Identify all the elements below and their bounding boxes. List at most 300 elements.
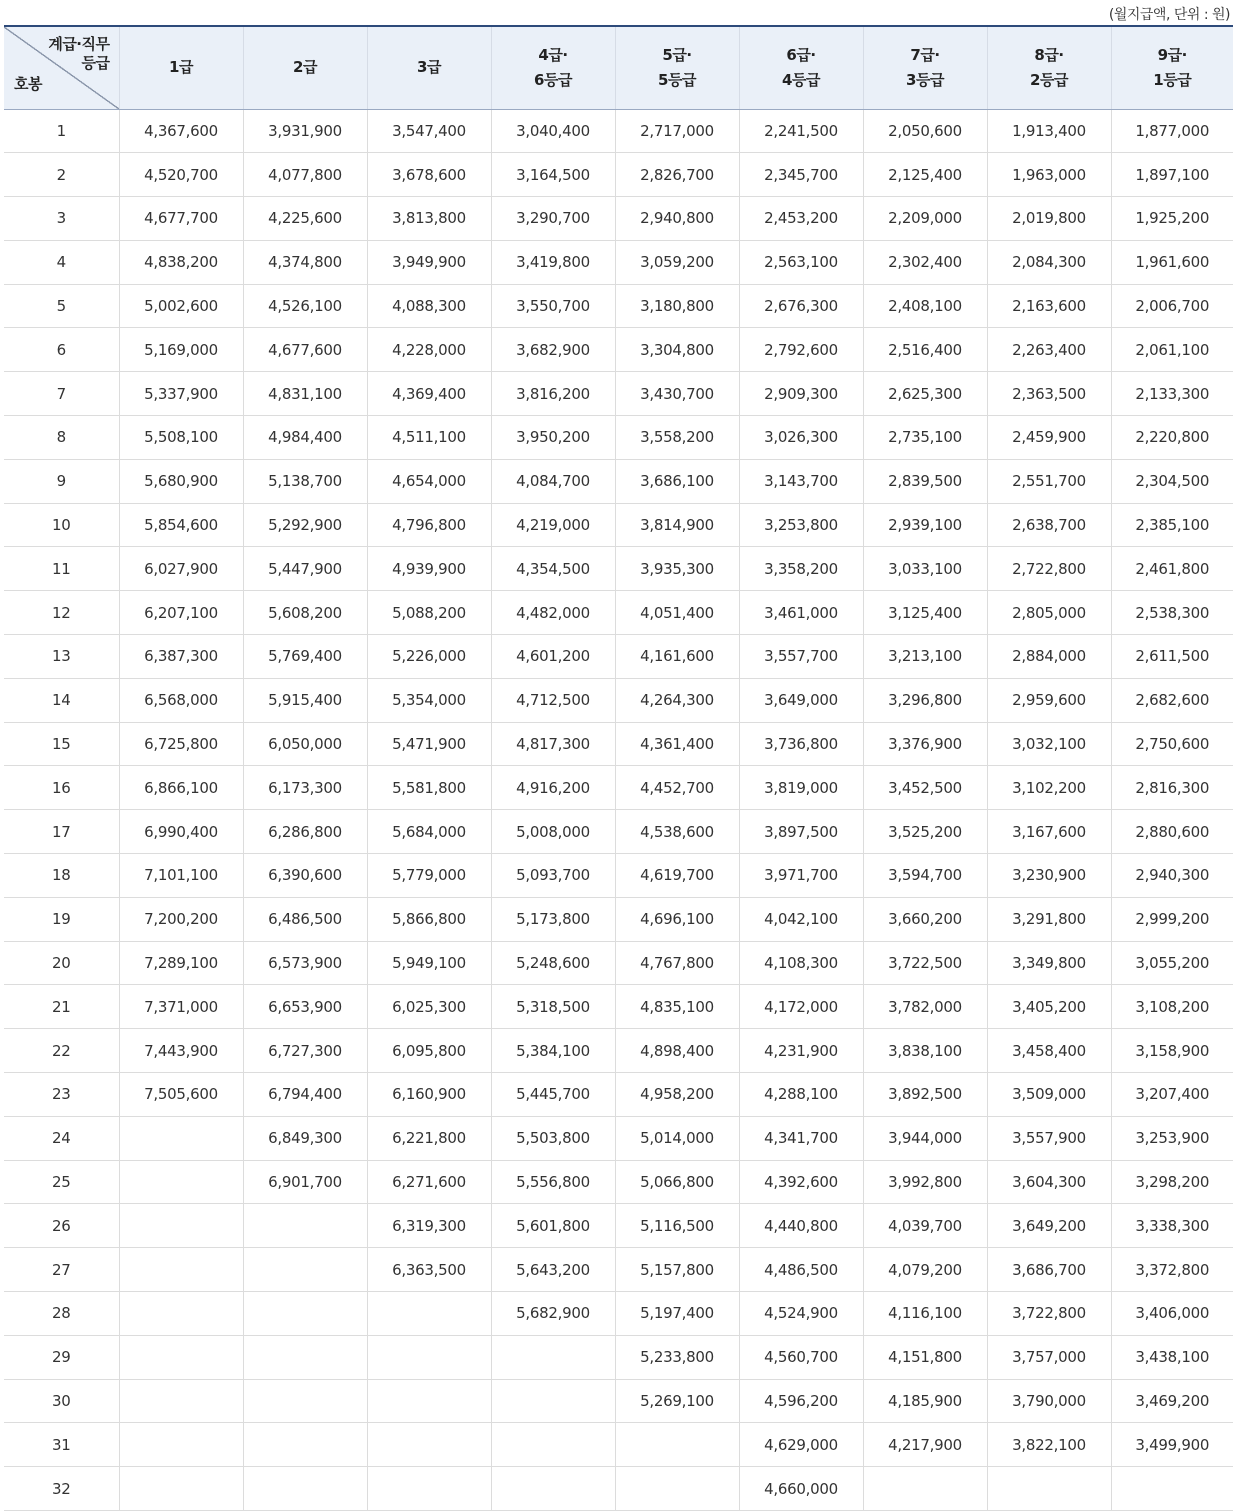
salary-cell: 5,337,900	[119, 372, 243, 416]
table-row	[4, 503, 1233, 547]
salary-cell: 2,805,000	[987, 591, 1111, 635]
salary-cell: 3,682,900	[491, 328, 615, 372]
salary-cell	[119, 1248, 243, 1292]
salary-cell: 3,499,900	[1111, 1423, 1233, 1467]
grade-header-label: 9급·	[1157, 45, 1187, 64]
salary-cell: 4,185,900	[863, 1379, 987, 1423]
salary-cell: 7,371,000	[119, 985, 243, 1029]
salary-cell: 6,725,800	[119, 722, 243, 766]
salary-cell: 4,288,100	[739, 1073, 863, 1117]
table-row	[4, 284, 1233, 328]
step-cell: 1	[4, 109, 119, 153]
salary-cell: 2,959,600	[987, 678, 1111, 722]
salary-cell: 3,405,200	[987, 985, 1111, 1029]
salary-cell: 3,813,800	[367, 197, 491, 241]
salary-cell: 2,611,500	[1111, 635, 1233, 679]
salary-cell: 3,950,200	[491, 416, 615, 460]
salary-cell: 6,160,900	[367, 1073, 491, 1117]
salary-cell: 6,727,300	[243, 1029, 367, 1073]
salary-cell: 4,172,000	[739, 985, 863, 1029]
salary-cell: 3,430,700	[615, 372, 739, 416]
table-row	[4, 416, 1233, 460]
salary-cell: 2,461,800	[1111, 547, 1233, 591]
salary-cell: 3,931,900	[243, 109, 367, 153]
salary-cell: 4,264,300	[615, 678, 739, 722]
salary-cell	[243, 1467, 367, 1511]
table-row	[4, 372, 1233, 416]
step-cell: 13	[4, 635, 119, 679]
grade-axis-label-line-1: 계급·직무	[48, 35, 110, 53]
salary-cell: 3,782,000	[863, 985, 987, 1029]
salary-cell: 2,304,500	[1111, 459, 1233, 503]
salary-cell	[119, 1204, 243, 1248]
salary-cell: 3,338,300	[1111, 1204, 1233, 1248]
salary-cell: 3,376,900	[863, 722, 987, 766]
salary-cell: 3,125,400	[863, 591, 987, 635]
grade-header-label: 6급·	[786, 45, 816, 64]
salary-cell: 4,916,200	[491, 766, 615, 810]
salary-cell: 3,838,100	[863, 1029, 987, 1073]
salary-cell: 4,051,400	[615, 591, 739, 635]
grade-header-label: 2등급	[1030, 70, 1068, 89]
table-row	[4, 328, 1233, 372]
salary-cell: 4,231,900	[739, 1029, 863, 1073]
salary-cell: 2,084,300	[987, 240, 1111, 284]
salary-cell: 3,819,000	[739, 766, 863, 810]
salary-cell: 3,822,100	[987, 1423, 1111, 1467]
salary-cell: 2,516,400	[863, 328, 987, 372]
table-row	[4, 897, 1233, 941]
salary-cell: 4,217,900	[863, 1423, 987, 1467]
table-row	[4, 1379, 1233, 1423]
salary-cell: 4,767,800	[615, 941, 739, 985]
salary-cell: 4,486,500	[739, 1248, 863, 1292]
salary-cell: 3,935,300	[615, 547, 739, 591]
salary-cell: 6,207,100	[119, 591, 243, 635]
step-cell: 16	[4, 766, 119, 810]
salary-cell: 4,596,200	[739, 1379, 863, 1423]
salary-cell	[615, 1467, 739, 1511]
salary-cell: 7,101,100	[119, 854, 243, 898]
salary-cell: 5,354,000	[367, 678, 491, 722]
salary-cell: 5,384,100	[491, 1029, 615, 1073]
salary-cell: 2,006,700	[1111, 284, 1233, 328]
salary-cell: 5,269,100	[615, 1379, 739, 1423]
salary-cell: 2,792,600	[739, 328, 863, 372]
salary-cell: 4,367,600	[119, 109, 243, 153]
salary-cell: 3,525,200	[863, 810, 987, 854]
salary-cell: 7,200,200	[119, 897, 243, 941]
salary-cell: 3,892,500	[863, 1073, 987, 1117]
table-row	[4, 722, 1233, 766]
table-row	[4, 810, 1233, 854]
salary-cell: 5,854,600	[119, 503, 243, 547]
salary-cell: 4,958,200	[615, 1073, 739, 1117]
salary-cell: 3,949,900	[367, 240, 491, 284]
salary-cell: 2,050,600	[863, 109, 987, 153]
salary-cell: 3,040,400	[491, 109, 615, 153]
salary-cell: 6,363,500	[367, 1248, 491, 1292]
salary-cell: 5,508,100	[119, 416, 243, 460]
salary-cell: 4,712,500	[491, 678, 615, 722]
salary-cell: 5,169,000	[119, 328, 243, 372]
salary-cell: 3,660,200	[863, 897, 987, 941]
salary-cell: 3,686,700	[987, 1248, 1111, 1292]
salary-cell: 2,538,300	[1111, 591, 1233, 635]
salary-cell	[491, 1379, 615, 1423]
salary-cell: 2,880,600	[1111, 810, 1233, 854]
salary-cell: 2,263,400	[987, 328, 1111, 372]
salary-cell: 3,158,900	[1111, 1029, 1233, 1073]
salary-cell	[987, 1467, 1111, 1511]
salary-table	[4, 25, 1233, 1511]
salary-cell: 3,814,900	[615, 503, 739, 547]
table-row	[4, 459, 1233, 503]
salary-cell: 5,949,100	[367, 941, 491, 985]
table-row	[4, 591, 1233, 635]
salary-cell: 4,939,900	[367, 547, 491, 591]
table-row	[4, 1160, 1233, 1204]
salary-cell: 2,408,100	[863, 284, 987, 328]
salary-cell: 2,363,500	[987, 372, 1111, 416]
salary-cell: 4,984,400	[243, 416, 367, 460]
salary-cell: 5,866,800	[367, 897, 491, 941]
salary-cell: 5,226,000	[367, 635, 491, 679]
salary-cell: 4,831,100	[243, 372, 367, 416]
grade-header-label: 5급·	[662, 45, 692, 64]
salary-cell: 4,354,500	[491, 547, 615, 591]
salary-cell: 4,660,000	[739, 1467, 863, 1511]
salary-cell: 3,469,200	[1111, 1379, 1233, 1423]
salary-cell: 3,816,200	[491, 372, 615, 416]
salary-cell: 4,079,200	[863, 1248, 987, 1292]
salary-cell: 4,654,000	[367, 459, 491, 503]
salary-cell: 4,511,100	[367, 416, 491, 460]
salary-cell: 2,385,100	[1111, 503, 1233, 547]
step-cell: 5	[4, 284, 119, 328]
salary-cell	[615, 1423, 739, 1467]
salary-cell	[119, 1379, 243, 1423]
table-row	[4, 1116, 1233, 1160]
salary-cell: 3,304,800	[615, 328, 739, 372]
table-row	[4, 766, 1233, 810]
salary-cell: 4,225,600	[243, 197, 367, 241]
salary-cell	[863, 1467, 987, 1511]
table-row	[4, 1073, 1233, 1117]
salary-cell: 5,503,800	[491, 1116, 615, 1160]
salary-cell	[119, 1423, 243, 1467]
salary-cell: 3,372,800	[1111, 1248, 1233, 1292]
salary-cell: 6,849,300	[243, 1116, 367, 1160]
salary-cell: 2,722,800	[987, 547, 1111, 591]
salary-cell: 3,649,200	[987, 1204, 1111, 1248]
salary-cell: 2,816,300	[1111, 766, 1233, 810]
salary-cell	[367, 1423, 491, 1467]
salary-cell: 6,221,800	[367, 1116, 491, 1160]
header-row	[4, 26, 1233, 109]
salary-cell: 4,341,700	[739, 1116, 863, 1160]
salary-cell: 4,898,400	[615, 1029, 739, 1073]
salary-cell: 4,219,000	[491, 503, 615, 547]
step-cell: 20	[4, 941, 119, 985]
salary-cell: 4,524,900	[739, 1292, 863, 1336]
salary-cell: 3,594,700	[863, 854, 987, 898]
salary-cell: 3,722,500	[863, 941, 987, 985]
table-row	[4, 678, 1233, 722]
salary-cell: 5,556,800	[491, 1160, 615, 1204]
grade-axis-label-line-2: 등급	[81, 54, 110, 72]
salary-cell: 5,682,900	[491, 1292, 615, 1336]
salary-cell: 4,619,700	[615, 854, 739, 898]
salary-cell: 3,108,200	[1111, 985, 1233, 1029]
step-cell: 32	[4, 1467, 119, 1511]
salary-cell: 3,253,800	[739, 503, 863, 547]
salary-cell	[243, 1204, 367, 1248]
table-row	[4, 1029, 1233, 1073]
table-row	[4, 197, 1233, 241]
salary-cell: 3,230,900	[987, 854, 1111, 898]
step-cell: 3	[4, 197, 119, 241]
salary-cell: 7,289,100	[119, 941, 243, 985]
salary-cell: 3,557,900	[987, 1116, 1111, 1160]
salary-cell: 2,884,000	[987, 635, 1111, 679]
salary-cell: 3,253,900	[1111, 1116, 1233, 1160]
step-cell: 26	[4, 1204, 119, 1248]
salary-cell: 4,526,100	[243, 284, 367, 328]
table-row	[4, 1423, 1233, 1467]
salary-cell: 3,678,600	[367, 153, 491, 197]
table-row	[4, 1248, 1233, 1292]
salary-cell: 4,838,200	[119, 240, 243, 284]
step-cell: 2	[4, 153, 119, 197]
grade-header-4	[491, 26, 615, 109]
salary-cell: 5,608,200	[243, 591, 367, 635]
table-body	[4, 109, 1233, 1511]
salary-cell: 5,779,000	[367, 854, 491, 898]
salary-cell: 2,939,100	[863, 503, 987, 547]
salary-cell	[119, 1116, 243, 1160]
salary-cell: 6,025,300	[367, 985, 491, 1029]
salary-cell: 5,093,700	[491, 854, 615, 898]
salary-cell: 3,167,600	[987, 810, 1111, 854]
unit-note: (월지급액, 단위 : 원)	[1108, 7, 1230, 23]
salary-cell: 3,102,200	[987, 766, 1111, 810]
grade-header-label: 4급·	[538, 45, 568, 64]
salary-cell: 2,459,900	[987, 416, 1111, 460]
salary-cell: 6,095,800	[367, 1029, 491, 1073]
salary-cell: 5,197,400	[615, 1292, 739, 1336]
salary-cell	[243, 1292, 367, 1336]
salary-cell: 6,486,500	[243, 897, 367, 941]
salary-cell: 6,866,100	[119, 766, 243, 810]
salary-cell: 4,696,100	[615, 897, 739, 941]
step-cell: 24	[4, 1116, 119, 1160]
salary-cell: 2,209,000	[863, 197, 987, 241]
grade-header-label: 3급	[417, 58, 441, 77]
grade-header-label: 6등급	[534, 70, 572, 89]
salary-cell	[119, 1292, 243, 1336]
salary-cell: 4,084,700	[491, 459, 615, 503]
table-row	[4, 1292, 1233, 1336]
salary-cell: 5,248,600	[491, 941, 615, 985]
salary-cell: 1,897,100	[1111, 153, 1233, 197]
salary-cell	[243, 1423, 367, 1467]
table-row	[4, 1335, 1233, 1379]
salary-cell: 6,568,000	[119, 678, 243, 722]
salary-cell: 5,643,200	[491, 1248, 615, 1292]
table-row	[4, 153, 1233, 197]
step-cell: 10	[4, 503, 119, 547]
salary-cell: 1,961,600	[1111, 240, 1233, 284]
salary-cell: 1,877,000	[1111, 109, 1233, 153]
table-row	[4, 854, 1233, 898]
salary-cell: 2,717,000	[615, 109, 739, 153]
salary-cell: 7,443,900	[119, 1029, 243, 1073]
step-cell: 15	[4, 722, 119, 766]
step-cell: 31	[4, 1423, 119, 1467]
grade-header-1	[119, 26, 243, 109]
step-cell: 27	[4, 1248, 119, 1292]
salary-cell: 2,676,300	[739, 284, 863, 328]
salary-cell: 6,387,300	[119, 635, 243, 679]
salary-cell: 4,452,700	[615, 766, 739, 810]
salary-cell: 3,649,000	[739, 678, 863, 722]
grade-header-8	[987, 26, 1111, 109]
salary-cell	[1111, 1467, 1233, 1511]
table-row	[4, 941, 1233, 985]
salary-cell	[367, 1379, 491, 1423]
salary-cell: 3,458,400	[987, 1029, 1111, 1073]
salary-cell: 6,390,600	[243, 854, 367, 898]
salary-cell: 4,151,800	[863, 1335, 987, 1379]
salary-cell: 2,302,400	[863, 240, 987, 284]
salary-cell: 4,088,300	[367, 284, 491, 328]
salary-cell	[119, 1160, 243, 1204]
salary-cell: 5,581,800	[367, 766, 491, 810]
salary-cell: 1,913,400	[987, 109, 1111, 153]
salary-cell	[243, 1379, 367, 1423]
salary-cell: 7,505,600	[119, 1073, 243, 1117]
salary-cell: 4,077,800	[243, 153, 367, 197]
salary-cell: 3,971,700	[739, 854, 863, 898]
salary-cell	[243, 1335, 367, 1379]
table-header	[4, 26, 1233, 109]
grade-header-label: 5등급	[658, 70, 696, 89]
grade-header-2	[243, 26, 367, 109]
salary-cell: 5,066,800	[615, 1160, 739, 1204]
salary-cell: 2,345,700	[739, 153, 863, 197]
salary-cell: 3,604,300	[987, 1160, 1111, 1204]
salary-cell: 5,173,800	[491, 897, 615, 941]
salary-cell	[491, 1423, 615, 1467]
salary-cell: 3,358,200	[739, 547, 863, 591]
salary-cell: 2,625,300	[863, 372, 987, 416]
step-cell: 18	[4, 854, 119, 898]
salary-cell: 2,909,300	[739, 372, 863, 416]
salary-cell: 3,558,200	[615, 416, 739, 460]
grade-header-6	[739, 26, 863, 109]
salary-cell: 5,088,200	[367, 591, 491, 635]
salary-cell: 6,319,300	[367, 1204, 491, 1248]
salary-cell: 5,915,400	[243, 678, 367, 722]
salary-cell: 5,601,800	[491, 1204, 615, 1248]
salary-cell: 6,271,600	[367, 1160, 491, 1204]
salary-cell: 2,999,200	[1111, 897, 1233, 941]
salary-cell: 5,684,000	[367, 810, 491, 854]
table-row	[4, 985, 1233, 1029]
salary-cell: 2,563,100	[739, 240, 863, 284]
salary-cell: 4,677,700	[119, 197, 243, 241]
salary-cell: 6,027,900	[119, 547, 243, 591]
salary-cell: 4,796,800	[367, 503, 491, 547]
salary-cell: 3,944,000	[863, 1116, 987, 1160]
salary-cell: 4,629,000	[739, 1423, 863, 1467]
salary-cell: 3,790,000	[987, 1379, 1111, 1423]
salary-cell: 3,180,800	[615, 284, 739, 328]
salary-cell: 2,453,200	[739, 197, 863, 241]
step-cell: 22	[4, 1029, 119, 1073]
salary-cell: 5,233,800	[615, 1335, 739, 1379]
salary-cell: 5,014,000	[615, 1116, 739, 1160]
salary-cell: 2,940,300	[1111, 854, 1233, 898]
grade-header-5	[615, 26, 739, 109]
salary-cell	[119, 1335, 243, 1379]
salary-cell	[491, 1335, 615, 1379]
step-cell: 28	[4, 1292, 119, 1336]
salary-cell: 3,406,000	[1111, 1292, 1233, 1336]
salary-cell: 4,520,700	[119, 153, 243, 197]
salary-cell: 3,143,700	[739, 459, 863, 503]
salary-cell: 3,290,700	[491, 197, 615, 241]
salary-cell: 6,286,800	[243, 810, 367, 854]
salary-cell: 3,032,100	[987, 722, 1111, 766]
salary-cell: 5,445,700	[491, 1073, 615, 1117]
salary-cell: 3,557,700	[739, 635, 863, 679]
salary-cell: 5,157,800	[615, 1248, 739, 1292]
salary-cell: 2,220,800	[1111, 416, 1233, 460]
salary-cell: 3,757,000	[987, 1335, 1111, 1379]
salary-cell: 2,682,600	[1111, 678, 1233, 722]
salary-cell: 6,050,000	[243, 722, 367, 766]
salary-cell: 1,925,200	[1111, 197, 1233, 241]
salary-cell: 1,963,000	[987, 153, 1111, 197]
salary-cell: 2,638,700	[987, 503, 1111, 547]
salary-cell: 4,817,300	[491, 722, 615, 766]
salary-cell: 5,318,500	[491, 985, 615, 1029]
salary-cell: 5,002,600	[119, 284, 243, 328]
salary-cell: 3,207,400	[1111, 1073, 1233, 1117]
step-cell: 7	[4, 372, 119, 416]
salary-cell: 2,241,500	[739, 109, 863, 153]
step-cell: 12	[4, 591, 119, 635]
step-cell: 6	[4, 328, 119, 372]
salary-cell: 2,940,800	[615, 197, 739, 241]
salary-cell: 4,601,200	[491, 635, 615, 679]
table-row	[4, 1204, 1233, 1248]
salary-cell: 5,292,900	[243, 503, 367, 547]
salary-cell: 2,735,100	[863, 416, 987, 460]
salary-cell: 4,116,100	[863, 1292, 987, 1336]
salary-cell: 5,008,000	[491, 810, 615, 854]
salary-cell: 4,482,000	[491, 591, 615, 635]
salary-cell	[491, 1467, 615, 1511]
salary-cell: 4,560,700	[739, 1335, 863, 1379]
salary-cell: 3,296,800	[863, 678, 987, 722]
salary-cell: 4,361,400	[615, 722, 739, 766]
step-cell: 14	[4, 678, 119, 722]
salary-cell: 3,461,000	[739, 591, 863, 635]
salary-cell: 3,509,000	[987, 1073, 1111, 1117]
